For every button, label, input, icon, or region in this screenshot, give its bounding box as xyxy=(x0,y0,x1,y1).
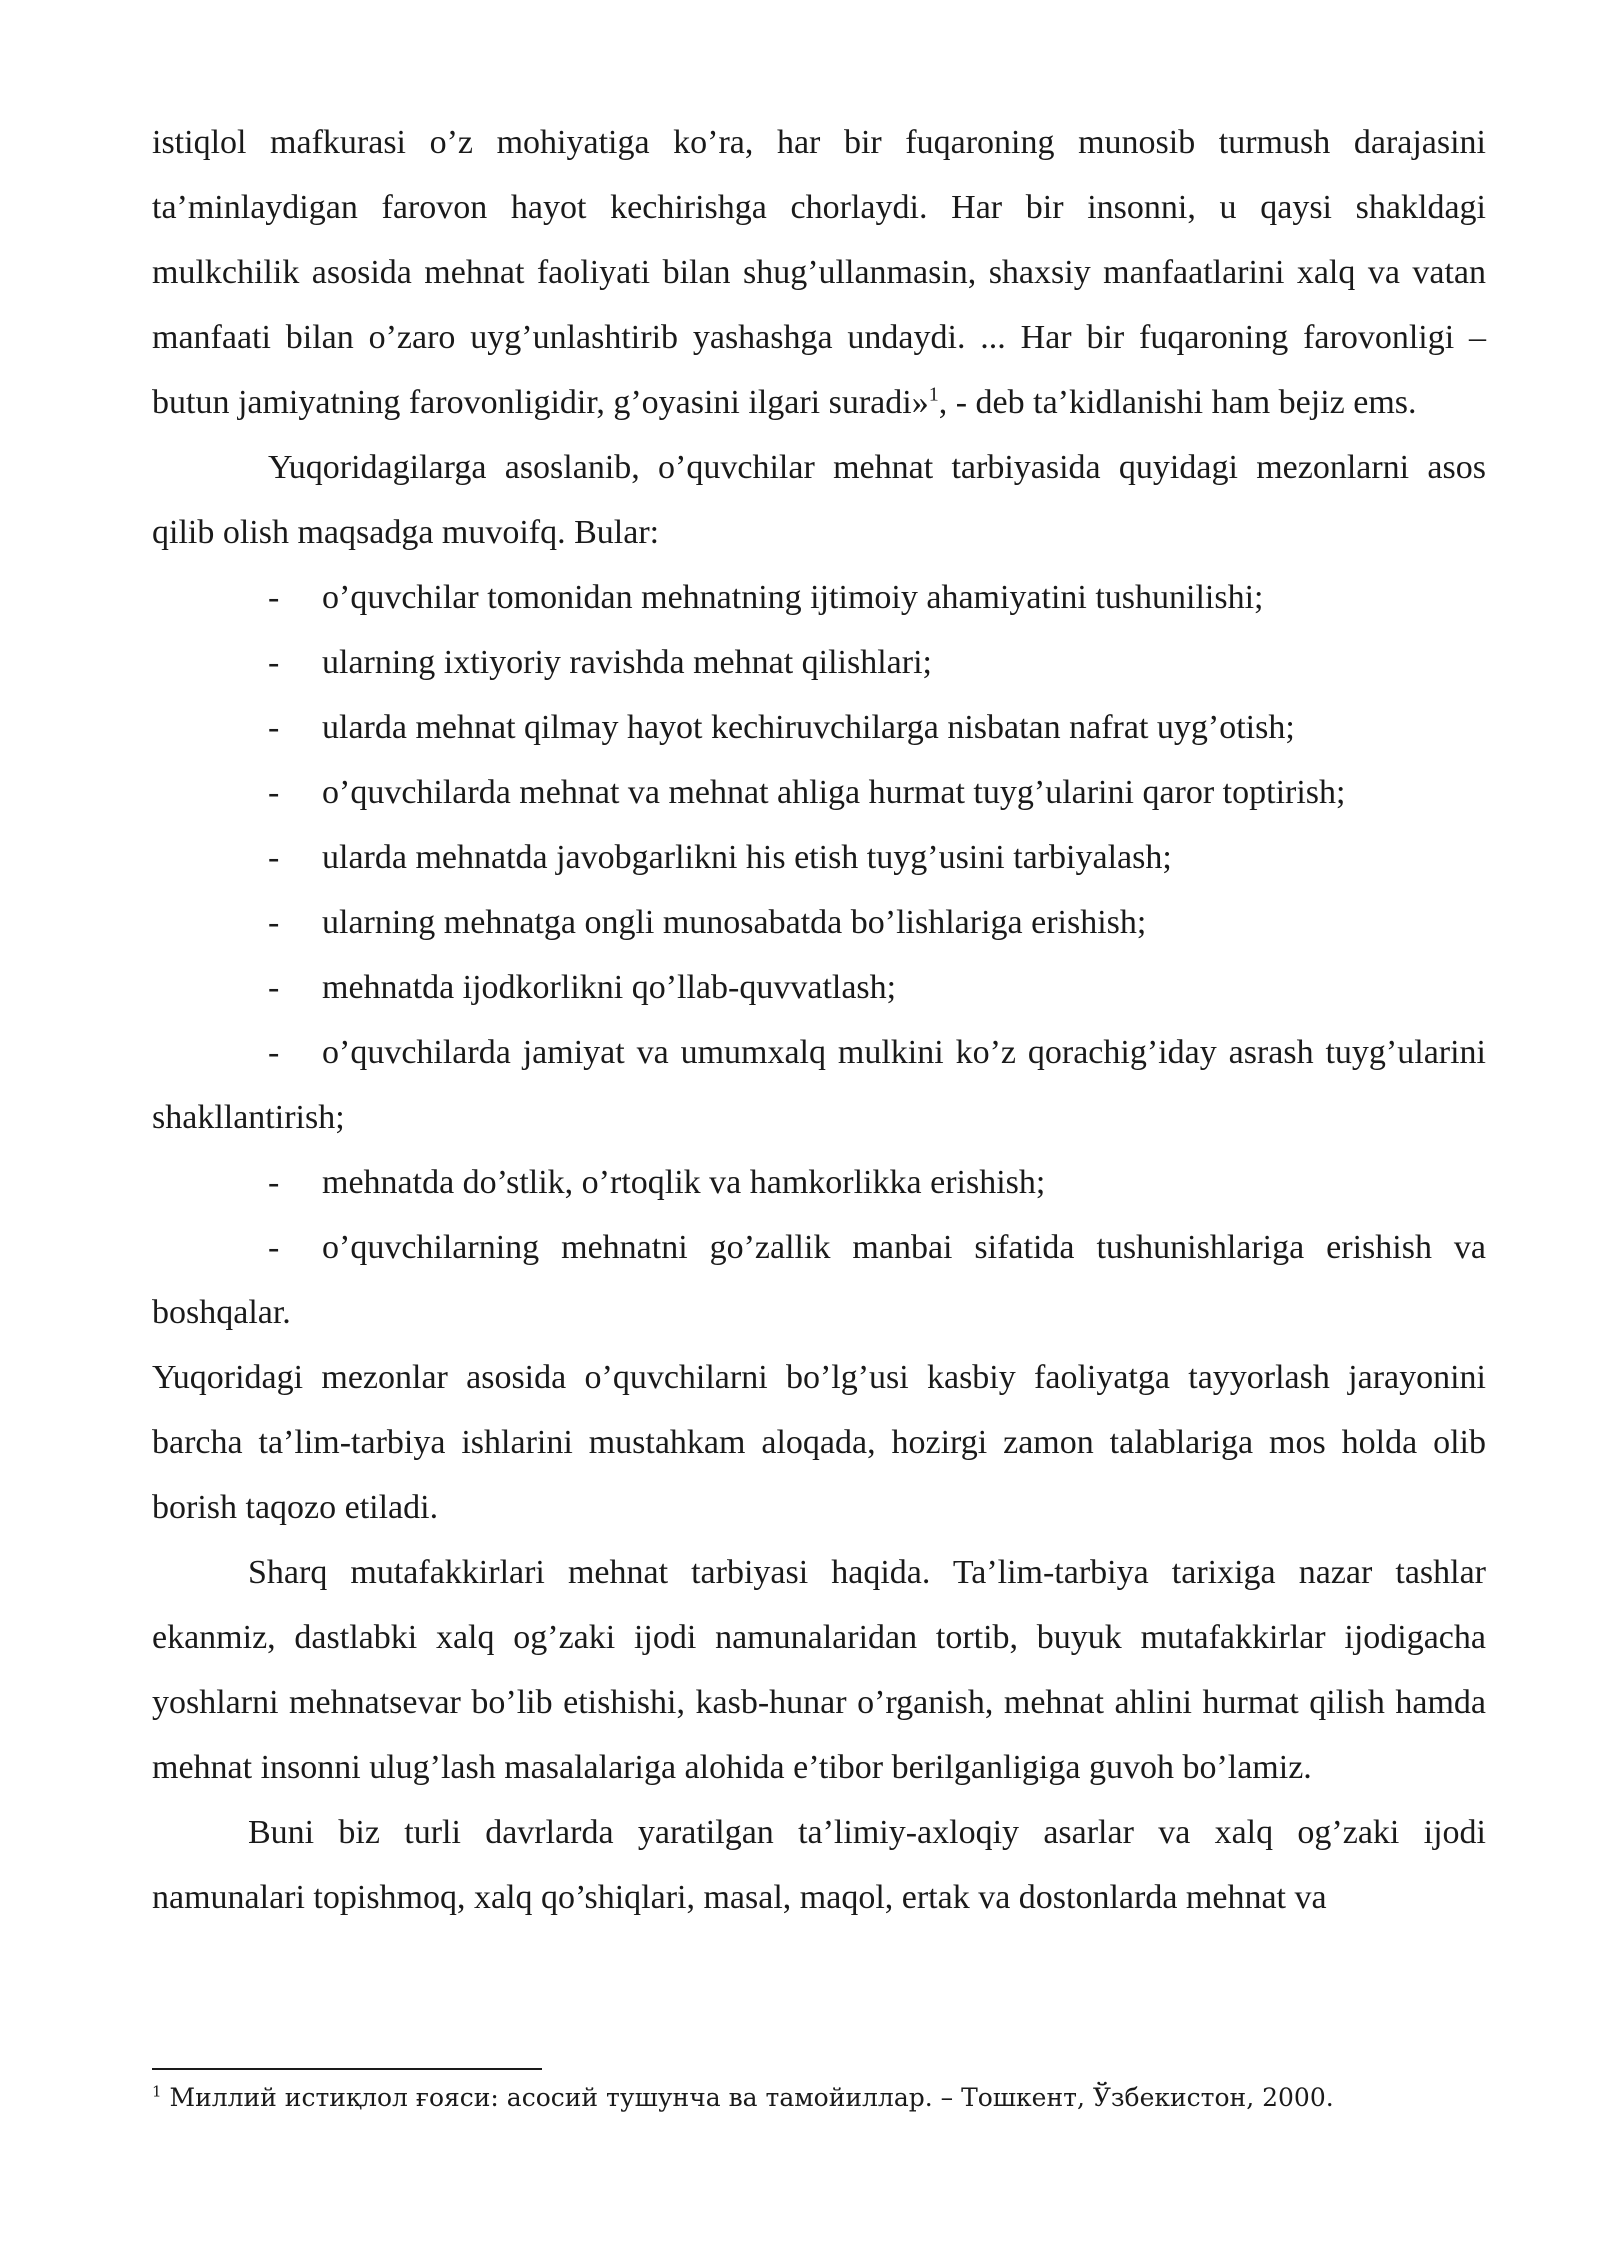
list-item-text: ularning ixtiyoriy ravishda mehnat qilishlari; xyxy=(322,644,932,681)
list-item xyxy=(152,825,1486,890)
list-item-text: mehnatda do’stlik, o’rtoqlik va hamkorlikka erishish; xyxy=(322,1164,1046,1201)
paragraph-2: Yuqoridagilarga asoslanib, o’quvchilar mehnat tarbiyasida quyidagi mezonlarni asos qilib olish maqsadga muvoifq. Bular: xyxy=(152,449,1486,551)
list-item-text: o’quvchilarning mehnatni go’zallik manbai sifatida tushunishlariga erishish va boshqalar. xyxy=(152,1229,1486,1331)
list-dash: - xyxy=(268,579,280,616)
list-item xyxy=(152,890,1486,955)
list-dash: - xyxy=(268,709,280,746)
paragraph-1 xyxy=(152,110,1486,435)
paragraph-1-text: istiqlol mafkurasi o’z mohiyatiga ko’ra, har bir fuqaroning munosib turmush darajasini ta’minlaydigan farovon hayot kechirishga chorlaydi. Har bir insonni, u qaysi shakldagi mulkchilik asosida mehnat faoliyati bilan shug’ullanmasin, shaxsiy manfaatlarini xalq va vatan manfaati bilan o’zaro uyg’unlashtirib yashashga undaydi. ... Har bir fuqaroning farovonligi – butun jamiyatning farovonligidir, g’oyasini ilgari suradi» xyxy=(152,124,1486,421)
list-item xyxy=(152,760,1486,825)
list-item-text: o’quvchilarda jamiyat va umumxalq mulkini ko’z qorachig’iday asrash tuyg’ularini shakllantirish; xyxy=(152,1034,1486,1136)
list-item-text: ularda mehnat qilmay hayot kechiruvchilarga nisbatan nafrat uyg’otish; xyxy=(322,709,1295,746)
list-item-text: ularning mehnatga ongli munosabatda bo’lishlariga erishish; xyxy=(322,904,1147,941)
paragraph-5: Buni biz turli davrlarda yaratilgan ta’limiy-axloqiy asarlar va xalq og’zaki ijodi namunalari topishmoq, xalq qo’shiqlari, masal, maqol, ertak va dostonlarda mehnat va xyxy=(152,1814,1486,1916)
footnote-text: Миллий истиқлол ғояси: асосий тушунча ва тамойиллар. – Тошкент, Ўзбекистон, 2000. xyxy=(169,2083,1334,2112)
paragraph-4: Sharq mutafakkirlari mehnat tarbiyasi haqida. Ta’lim-tarbiya tarixiga nazar tashlar ekanmiz, dastlabki xalq og’zaki ijodi namunalaridan tortib, buyuk mutafakkirlar ijodigacha yoshlarni mehnatsevar bo’lib etishishi, kasb-hunar o’rganish, mehnat ahlini hurmat qilish hamda mehnat insonni ulug’lash masalalariga alohida e’tibor berilganligiga guvoh bo’lamiz. xyxy=(152,1554,1486,1786)
list-item xyxy=(152,1020,1486,1150)
list-item-text: mehnatda ijodkorlikni qo’llab-quvvatlash; xyxy=(322,969,897,1006)
list-dash: - xyxy=(268,774,280,811)
list-item xyxy=(152,1150,1486,1215)
criteria-list xyxy=(152,565,1486,1345)
list-dash: - xyxy=(268,644,280,681)
list-item xyxy=(152,955,1486,1020)
list-dash: - xyxy=(268,1229,280,1266)
list-item xyxy=(152,630,1486,695)
list-item xyxy=(152,695,1486,760)
paragraph-1-text-end: , - deb ta’kidlanishi ham bejiz ems. xyxy=(938,384,1417,421)
footnote-reference[interactable]: 1 xyxy=(928,383,939,406)
list-dash: - xyxy=(268,839,280,876)
footnote xyxy=(152,2078,1486,2118)
document-body xyxy=(152,110,1486,1930)
list-dash: - xyxy=(268,1034,280,1071)
footnote-number: 1 xyxy=(152,2082,162,2101)
list-item-text: ularda mehnatda javobgarlikni his etish tuyg’usini tarbiyalash; xyxy=(322,839,1172,876)
list-dash: - xyxy=(268,1164,280,1201)
paragraph-3: Yuqoridagi mezonlar asosida o’quvchilarni bo’lg’usi kasbiy faoliyatga tayyorlash jarayonini barcha ta’lim-tarbiya ishlarini mustahkam aloqada, hozirgi zamon talablariga mos holda olib borish taqozo etiladi. xyxy=(152,1359,1486,1526)
list-dash: - xyxy=(268,904,280,941)
list-item xyxy=(152,1215,1486,1345)
list-item-text: o’quvchilar tomonidan mehnatning ijtimoiy ahamiyatini tushunilishi; xyxy=(322,579,1264,616)
list-item xyxy=(152,565,1486,630)
list-dash: - xyxy=(268,969,280,1006)
footnote-separator xyxy=(152,2068,542,2070)
list-item-text: o’quvchilarda mehnat va mehnat ahliga hurmat tuyg’ularini qaror toptirish; xyxy=(322,774,1346,811)
